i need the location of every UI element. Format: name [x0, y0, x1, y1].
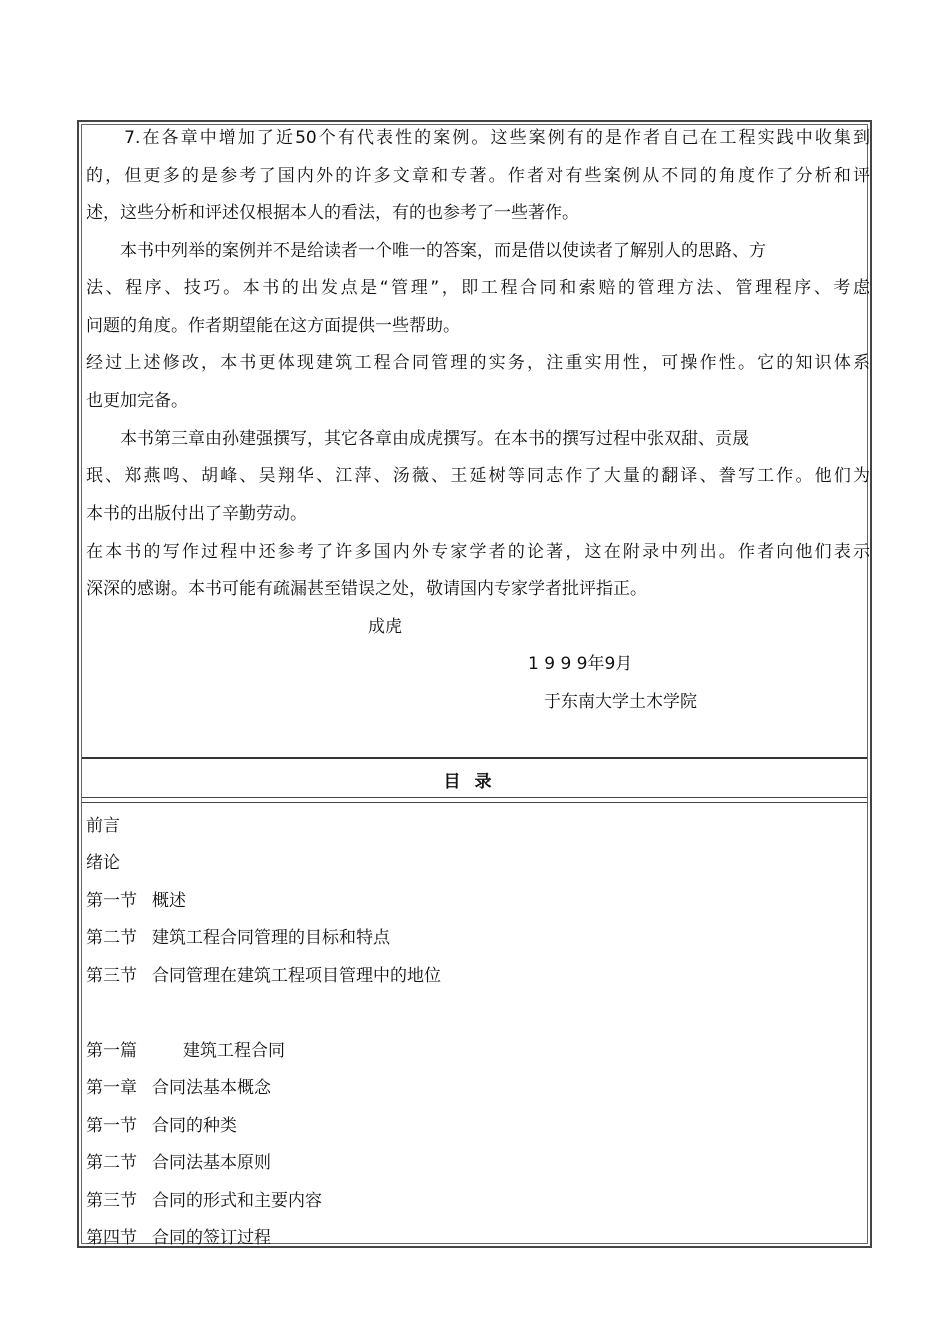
- toc-item: 第一章 合同法基本概念: [86, 1078, 271, 1098]
- preface-place: 于东南大学土木学院: [544, 692, 697, 712]
- preface-line: 本书的出版付出了辛勤劳动。: [86, 504, 307, 524]
- toc-item: 前言: [86, 816, 120, 836]
- toc-top-divider: [82, 757, 867, 759]
- toc-item: 第四节 合同的签订过程: [86, 1228, 271, 1248]
- toc-title-divider-double: [82, 802, 867, 803]
- preface-date: 1 9 9 9年9月: [528, 654, 633, 674]
- toc-title: 目录: [443, 772, 506, 792]
- toc-item: 第二节 建筑工程合同管理的目标和特点: [86, 928, 390, 948]
- preface-line: 也更加完备。: [86, 391, 188, 411]
- preface-line: 本书中列举的案例并不是给读者一个唯一的答案，而是借以使读者了解别人的思路、方: [86, 241, 766, 261]
- toc-item: 第二节 合同法基本原则: [86, 1153, 271, 1173]
- preface-author: 成虎: [368, 617, 402, 637]
- document-inner-border: [81, 124, 870, 1248]
- preface-line: 的，但更多的是参考了国内外的许多文章和专著。作者对有些案例从不同的角度作了分析和评: [86, 166, 870, 186]
- toc-title-divider: [82, 797, 867, 798]
- preface-line: 经过上述修改，本书更体现建筑工程合同管理的实务，注重实用性，可操作性。它的知识体系: [86, 353, 870, 373]
- toc-item: 绪论: [86, 853, 120, 873]
- preface-line: 在本书的写作过程中还参考了许多国内外专家学者的论著，这在附录中列出。作者向他们表示: [86, 542, 870, 562]
- preface-line: 7.在各章中增加了近50个有代表性的案例。这些案例有的是作者自己在工程实践中收集到: [86, 128, 870, 148]
- preface-line: 述，这些分析和评述仅根据本人的看法，有的也参考了一些著作。: [86, 203, 579, 223]
- preface-line: 问题的角度。作者期望能在这方面提供一些帮助。: [86, 316, 460, 336]
- preface-line: 法、程序、技巧。本书的出发点是“管理”，即工程合同和索赔的管理方法、管理程序、考虑: [86, 278, 870, 298]
- toc-item: 第一节 合同的种类: [86, 1116, 237, 1136]
- document-frame: [77, 120, 872, 1248]
- preface-line: 珉、郑燕鸣、胡峰、吴翔华、江萍、汤薇、王延树等同志作了大量的翻译、誊写工作。他们为: [86, 466, 870, 486]
- toc-item: 第一篇 建筑工程合同: [86, 1041, 285, 1061]
- preface-line: 深深的感谢。本书可能有疏漏甚至错误之处，敬请国内专家学者批评指正。: [86, 579, 647, 599]
- toc-item: 第一节 概述: [86, 891, 186, 911]
- preface-line: 本书第三章由孙建强撰写，其它各章由成虎撰写。在本书的撰写过程中张双甜、贡晟: [86, 429, 749, 449]
- toc-item: 第三节 合同管理在建筑工程项目管理中的地位: [86, 966, 441, 986]
- toc-item: 第三节 合同的形式和主要内容: [86, 1191, 322, 1211]
